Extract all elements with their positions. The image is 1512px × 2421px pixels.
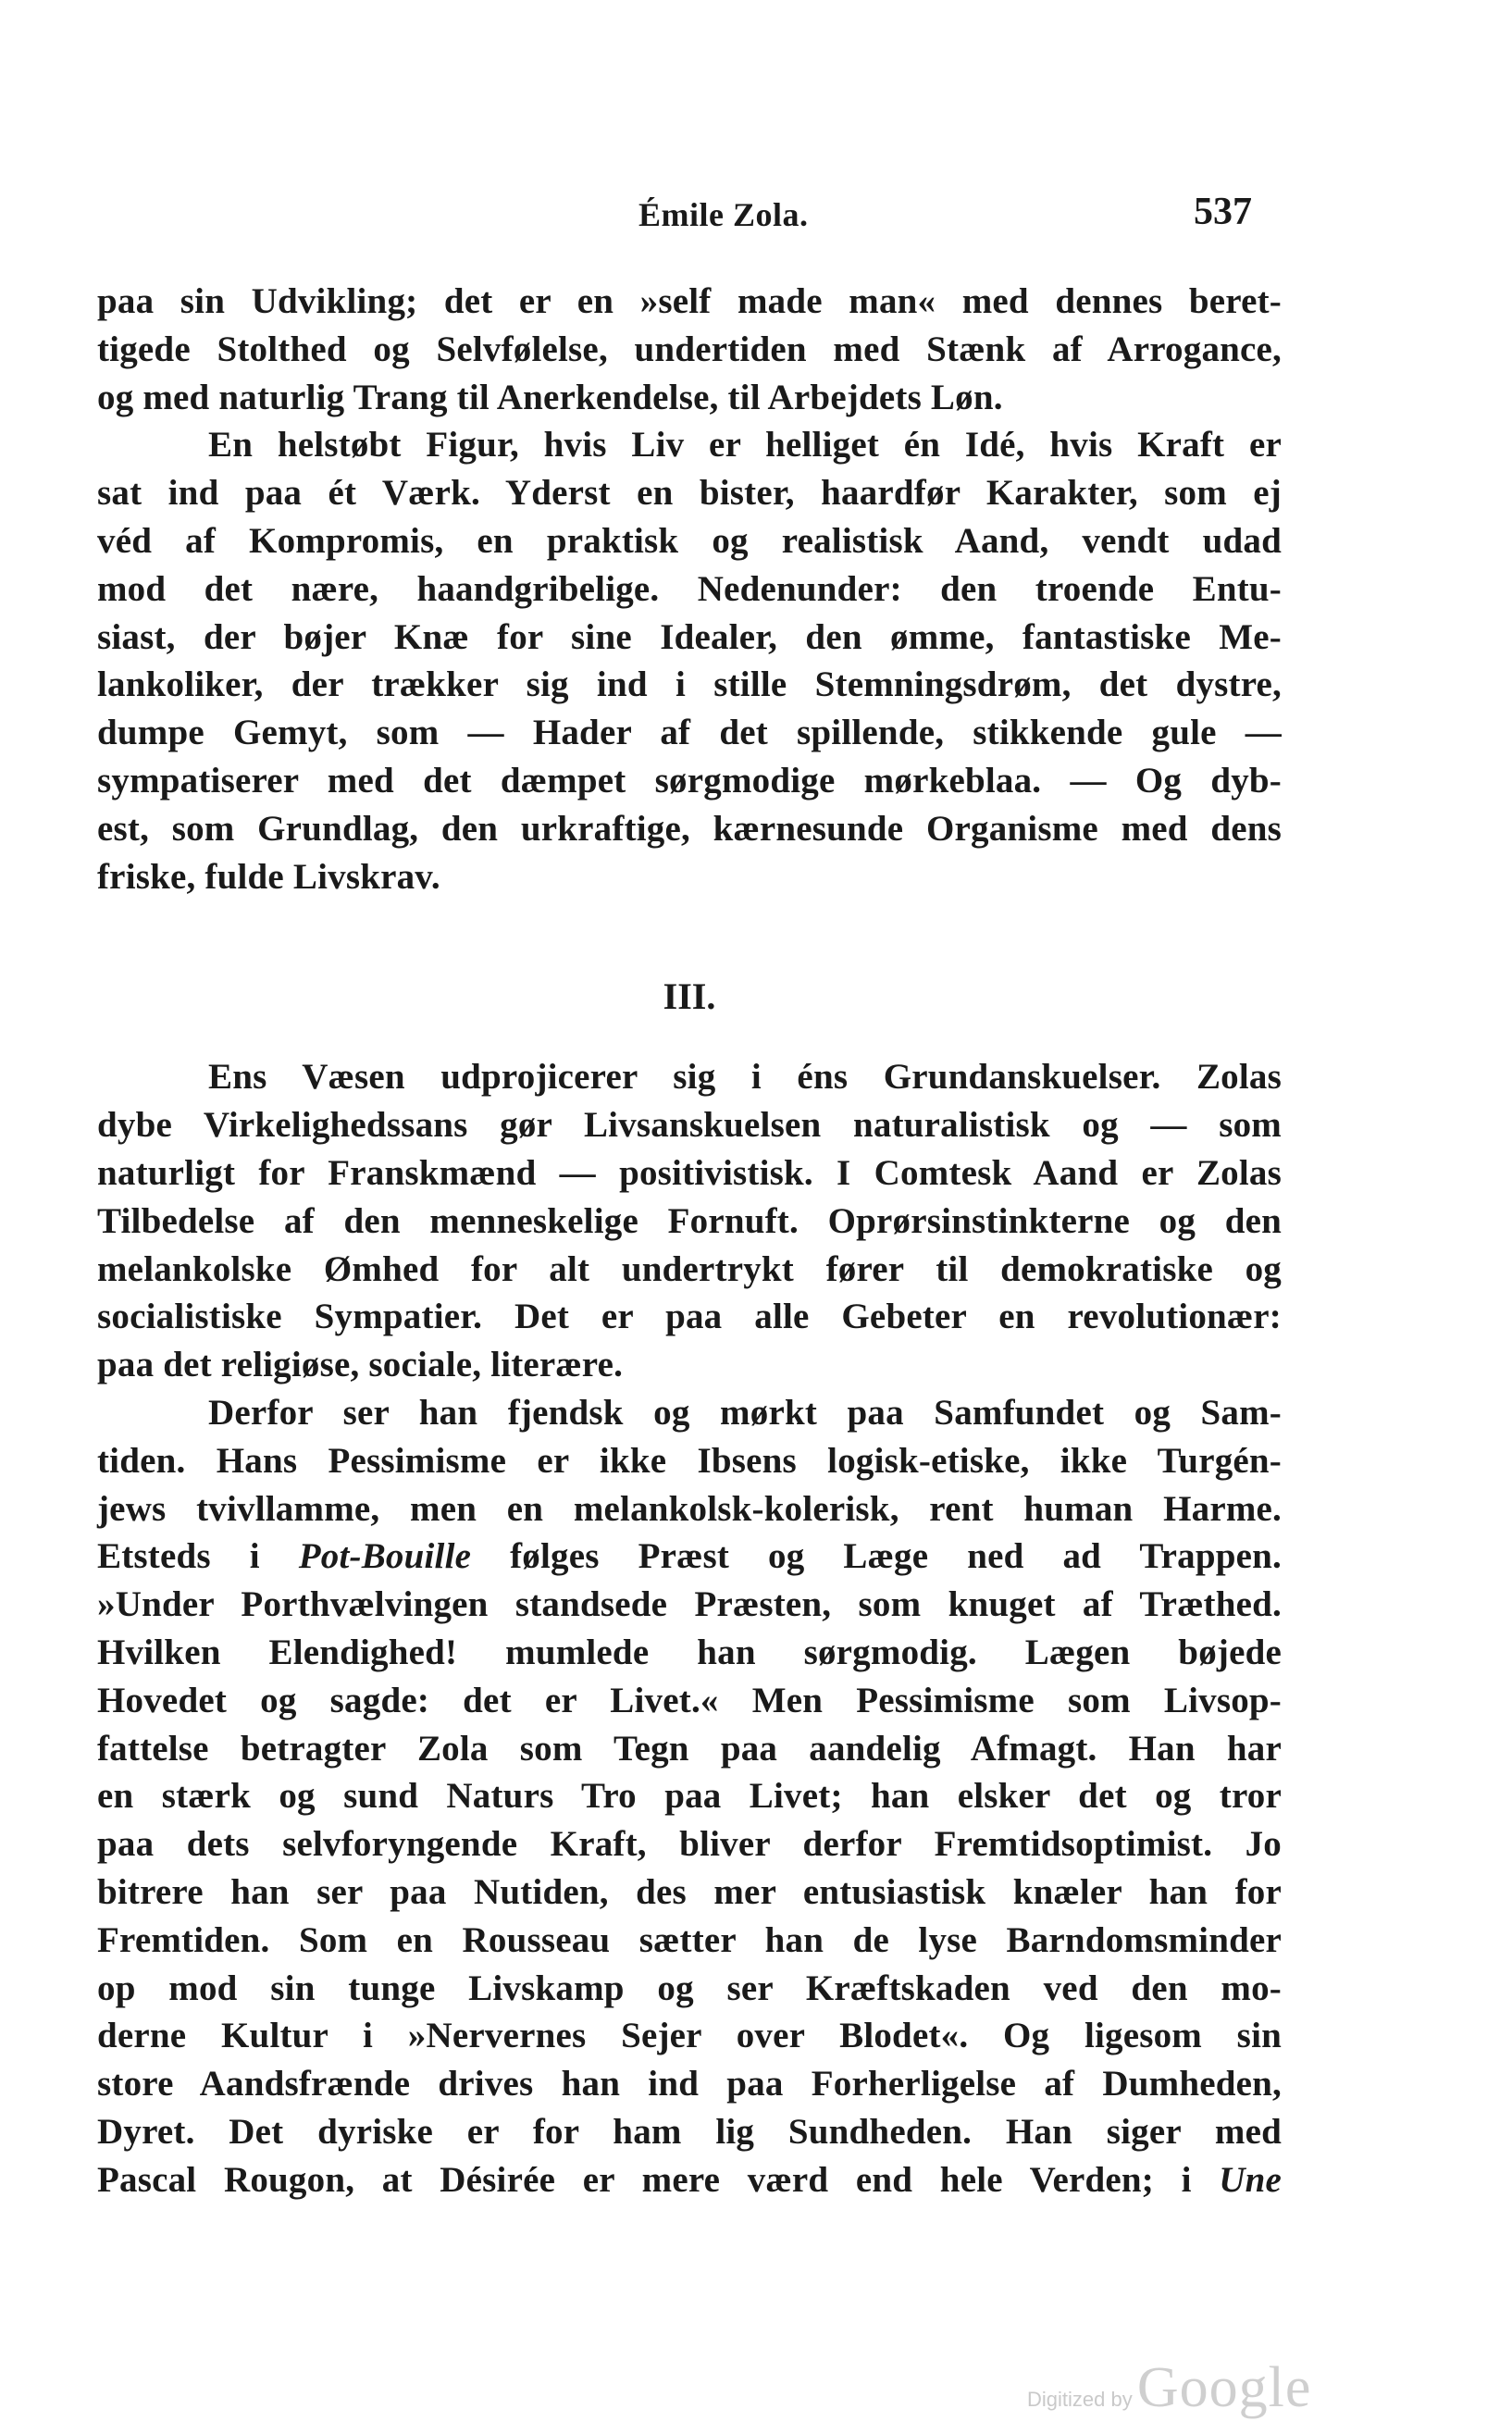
text-line: mod det nære, haandgribelige. Nedenunder: den troende Entu- xyxy=(97,568,1282,609)
text-line xyxy=(97,1533,1282,1581)
text-line: melankolske Ømhed for alt undertrykt fører til demokratiske og xyxy=(97,1248,1282,1289)
text-line xyxy=(97,2156,1282,2204)
text-line: Dyret. Det dyriske er for ham lig Sundheden. Han siger med xyxy=(97,2111,1282,2152)
text-line: bitrere han ser paa Nutiden, des mer entusiastisk knæler han for xyxy=(97,1871,1282,1912)
text-line: Fremtiden. Som en Rousseau sætter han de lyse Barndomsminder xyxy=(97,1919,1282,1960)
text-line: est, som Grundlag, den urkraftige, kærnesunde Organisme med dens xyxy=(97,808,1282,849)
paragraph-1 xyxy=(97,278,1282,421)
italic-title: Une xyxy=(1219,2159,1282,2200)
google-logo: Google xyxy=(1136,2356,1312,2419)
text-fragment: Pascal Rougon, at Désirée er mere værd end hele Verden; i xyxy=(97,2159,1220,2200)
text-line: naturligt for Franskmænd — positivistisk. I Comtesk Aand er Zolas xyxy=(97,1152,1282,1193)
page-number: 537 xyxy=(1194,191,1252,233)
text-line: Ens Væsen udprojicerer sig i éns Grundanskuelser. Zolas xyxy=(208,1057,1282,1098)
text-line: socialistiske Sympatier. Det er paa alle Gebeter en revolutionær: xyxy=(97,1297,1282,1337)
text-line: op mod sin tunge Livskamp og ser Kræftskaden ved den mo- xyxy=(97,1968,1282,2008)
text-line: en stærk og sund Naturs Tro paa Livet; han elsker det og tror xyxy=(97,1776,1282,1817)
paragraph-2 xyxy=(97,421,1282,900)
text-line: Derfor ser han fjendsk og mørkt paa Samfundet og Sam- xyxy=(208,1392,1282,1433)
text-line: lankoliker, der trækker sig ind i stille Stemningsdrøm, det dystre, xyxy=(97,664,1282,705)
text-line: sat ind paa ét Værk. Yderst en bister, haardfør Karakter, som ej xyxy=(97,473,1282,514)
text-line: dumpe Gemyt, som — Hader af det spillende, stikkende gule — xyxy=(97,713,1282,753)
text-line: derne Kultur i »Nervernes Sejer over Blodet«. Og ligesom sin xyxy=(97,2016,1282,2056)
watermark-prefix: Digitized by xyxy=(1027,2388,1133,2411)
text-line: tiden. Hans Pessimisme er ikke Ibsens logisk-etiske, ikke Turgén- xyxy=(97,1440,1282,1481)
text-line: tigede Stolthed og Selvfølelse, undertiden med Stænk af Arrogance, xyxy=(97,329,1282,369)
text-line: friske, fulde Livskrav. xyxy=(97,856,440,897)
text-line: jews tvivllamme, men en melankolsk-kolerisk, rent human Harme. xyxy=(97,1488,1282,1529)
text-line: »Under Porthvælvingen standsede Præsten, som knuget af Træthed. xyxy=(97,1584,1282,1625)
body-text xyxy=(97,278,1282,2204)
text-line: paa det religiøse, sociale, literære. xyxy=(97,1345,624,1385)
text-line: Hovedet og sagde: det er Livet.« Men Pessimisme som Livsop- xyxy=(97,1680,1282,1720)
section-heading: III. xyxy=(663,975,716,1018)
text-line: sympatiserer med det dæmpet sørgmodige mørkeblaa. — Og dyb- xyxy=(97,760,1282,801)
text-fragment: følges Præst og Læge ned ad Trappen. xyxy=(471,1536,1282,1577)
text-line: paa sin Udvikling; det er en »self made man« med dennes beret- xyxy=(97,281,1282,321)
digitized-watermark xyxy=(1027,2355,1312,2419)
text-line: store Aandsfrænde drives han ind paa Forherligelse af Dumheden, xyxy=(97,2064,1282,2104)
text-line: fattelse betragter Zola som Tegn paa aandelig Afmagt. Han har xyxy=(97,1728,1282,1769)
running-title: Émile Zola. xyxy=(638,196,809,233)
text-line: siast, der bøjer Knæ for sine Idealer, den ømme, fantastiske Me- xyxy=(97,616,1282,657)
paragraph-3 xyxy=(97,1053,1282,1389)
text-line: En helstøbt Figur, hvis Liv er helliget én Idé, hvis Kraft er xyxy=(208,425,1282,466)
text-line: og med naturlig Trang til Anerkendelse, til Arbejdets Løn. xyxy=(97,377,1003,417)
italic-title: Pot-Bouille xyxy=(298,1536,472,1577)
text-line: Hvilken Elendighed! mumlede han sørgmodig. Lægen bøjede xyxy=(97,1632,1282,1672)
paragraph-4 xyxy=(97,1389,1282,2204)
text-fragment: Etsteds i xyxy=(97,1536,299,1577)
text-line: véd af Kompromis, en praktisk og realistisk Aand, vendt udad xyxy=(97,520,1282,561)
text-line: Tilbedelse af den menneskelige Fornuft. Oprørsinstinkterne og den xyxy=(97,1200,1282,1241)
running-head xyxy=(0,190,1512,255)
text-line: dybe Virkelighedssans gør Livsanskuelsen naturalistisk og — som xyxy=(97,1105,1282,1146)
text-line: paa dets selvforyngende Kraft, bliver derfor Fremtidsoptimist. Jo xyxy=(97,1824,1282,1865)
